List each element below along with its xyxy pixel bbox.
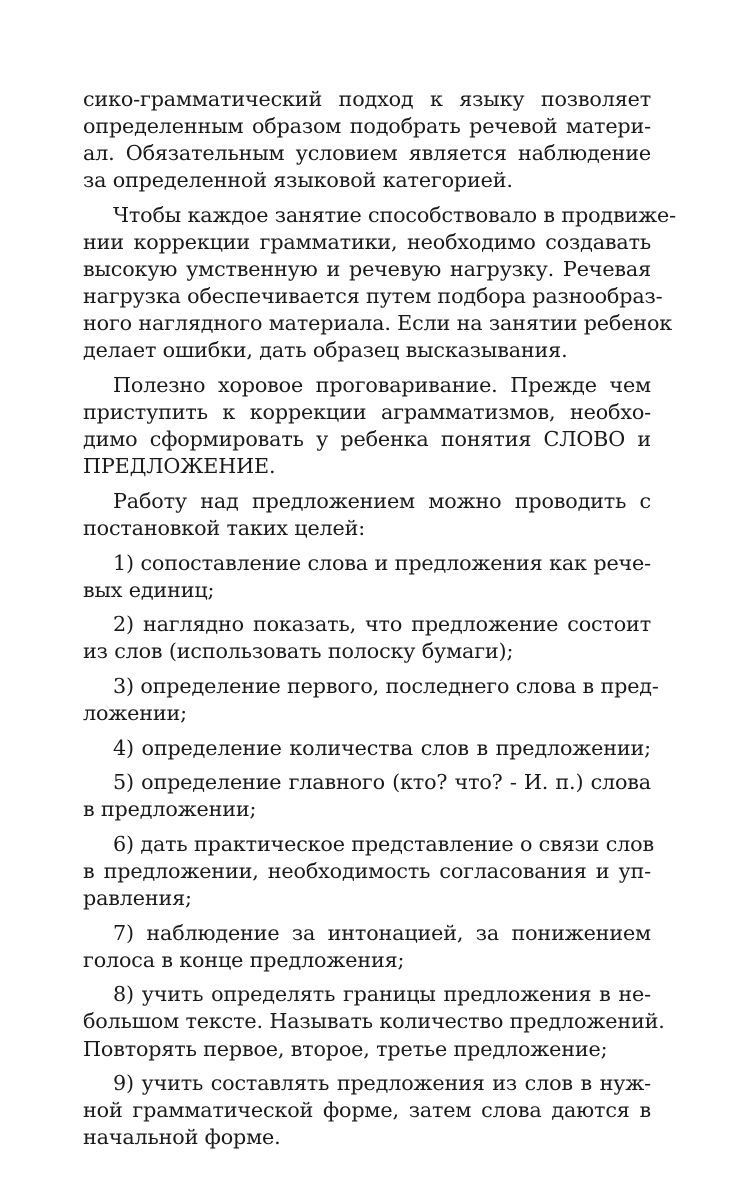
text-line: вых единиц; — [83, 577, 215, 602]
text-line: Чтобы каждое занятие способствовало в продвиже- — [113, 202, 676, 227]
text-line: определенным образом подобрать речевой матери- — [83, 114, 651, 139]
text-line: равления; — [83, 886, 192, 911]
text-line: большом тексте. Называть количество предложений. — [83, 1009, 665, 1034]
text-line: 9) учить составлять предложения из слов в нуж- — [113, 1071, 651, 1096]
text-line: ложении; — [83, 700, 188, 725]
text-line: нии коррекции грамматики, необходимо создавать — [83, 229, 651, 254]
paragraph-1 — [83, 86, 651, 194]
text-line: Повторять первое, второе, третье предложение; — [83, 1036, 608, 1061]
list-item-3 — [83, 673, 659, 727]
text-line: делает ошибки, дать образец высказывания. — [83, 338, 568, 363]
list-item-2 — [83, 611, 651, 665]
text-line: 2) наглядно показать, что предложение состоит — [113, 612, 651, 637]
text-line: постановкой таких целей: — [83, 515, 366, 540]
paragraph-4 — [83, 488, 651, 542]
list-item-7 — [83, 920, 651, 974]
list-item-4 — [83, 735, 651, 762]
text-line: высокую умственную и речевую нагрузку. Речевая — [83, 257, 651, 282]
paragraph-3 — [83, 372, 651, 480]
text-line: ал. Обязательным условием является наблюдение — [83, 141, 651, 166]
text-line: 8) учить определять границы предложения в не- — [113, 982, 651, 1007]
text-line: ПРЕДЛОЖЕНИЕ. — [83, 454, 276, 479]
text-line: из слов (использовать полоску бумаги); — [83, 639, 514, 664]
text-line: 7) наблюдение за интонацией, за понижением — [113, 920, 651, 945]
text-line: 5) определение главного (кто? что? - И. п.) слова — [113, 770, 651, 795]
text-line: нагрузка обеспечивается путем подбора разнообраз- — [83, 284, 663, 309]
list-item-5 — [83, 769, 651, 823]
text-line: 1) сопоставление слова и предложения как рече- — [113, 550, 651, 575]
text-line: 3) определение первого, последнего слова в пред- — [113, 673, 659, 698]
text-line: за определенной языковой категорией. — [83, 168, 513, 193]
text-line: в предложении; — [83, 797, 257, 822]
text-line: ной грамматической форме, затем слова даются в — [83, 1098, 651, 1123]
text-line: Полезно хоровое проговаривание. Прежде чем — [113, 372, 651, 397]
text-line: в предложении, необходимость согласования и уп- — [83, 858, 651, 883]
text-line: 6) дать практическое представление о связи слов — [113, 831, 654, 856]
text-line: сико-грамматический подход к языку позволяет — [83, 87, 651, 111]
text-line: приступить к коррекции аграмматизмов, необхо- — [83, 400, 651, 425]
text-line: ного наглядного материала. Если на занятии ребенок — [83, 311, 673, 336]
list-item-8 — [83, 981, 665, 1062]
text-line: начальной форме. — [83, 1125, 281, 1150]
list-item-6 — [83, 831, 654, 912]
text-line: 4) определение количества слов в предложении; — [113, 735, 651, 760]
text-line: Работу над предложением можно проводить с — [113, 488, 651, 513]
text-line: димо сформировать у ребенка понятия СЛОВО и — [83, 427, 651, 452]
paragraph-2 — [83, 202, 676, 365]
list-item-9 — [83, 1070, 651, 1151]
page-text — [83, 86, 676, 1159]
list-item-1 — [83, 550, 651, 604]
text-line: голоса в конце предложения; — [83, 947, 405, 972]
